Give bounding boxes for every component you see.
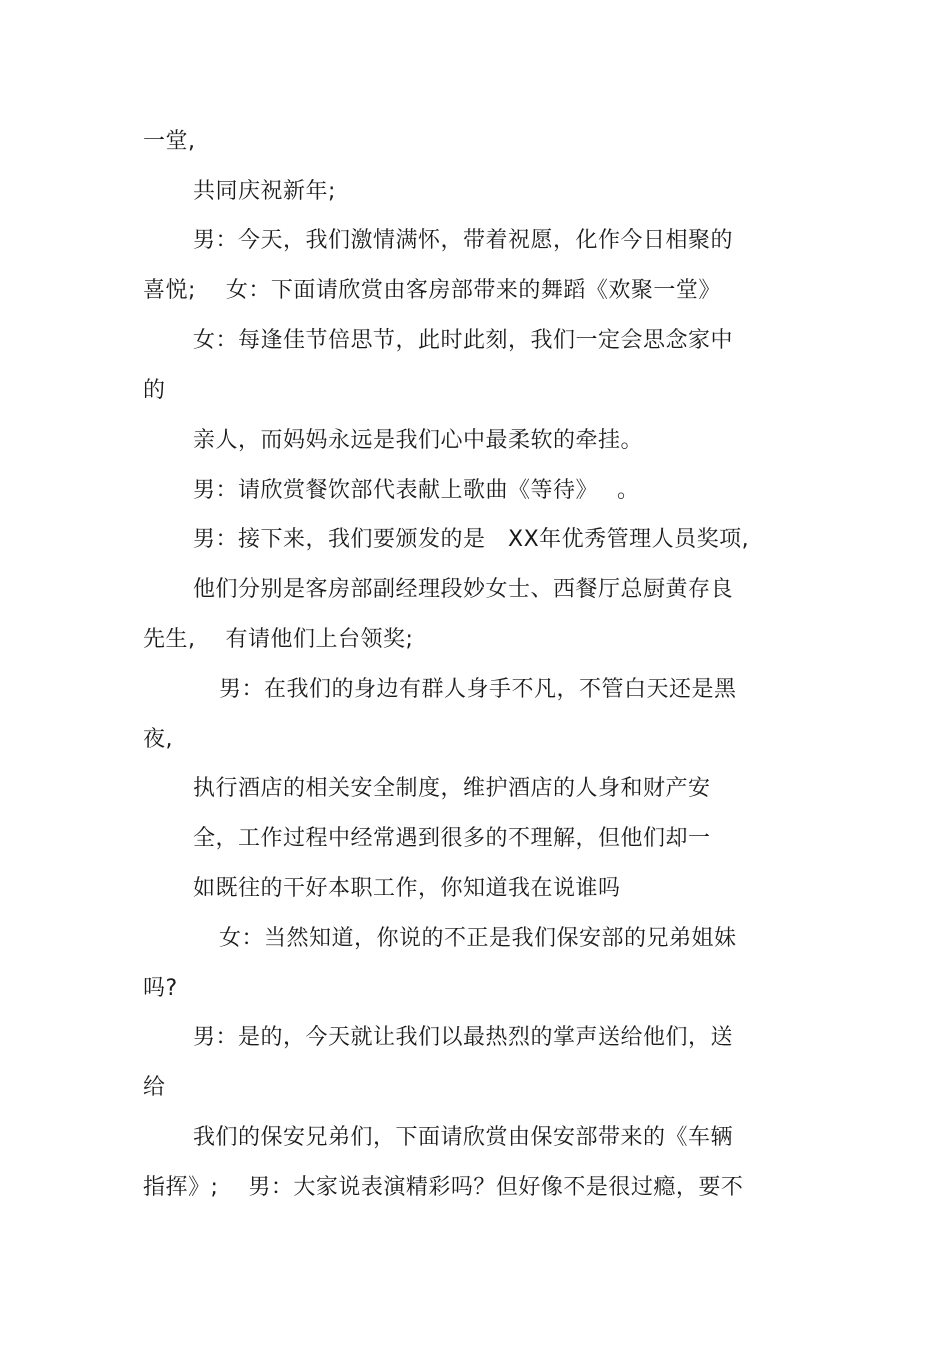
- text-line: 他们分别是客房部副经理段妙女士、西餐厅总厨黄存良: [193, 577, 734, 602]
- text-line: 女：当然知道，你说的不正是我们保安部的兄弟姐妹: [219, 926, 737, 951]
- text-line: 给: [143, 1075, 166, 1100]
- text-line: 男：是的，今天就让我们以最热烈的掌声送给他们，送: [193, 1025, 734, 1050]
- text-line: 的: [143, 378, 166, 403]
- text-line: 女：每逢佳节倍思节，此时此刻，我们一定会思念家中: [193, 328, 734, 353]
- text-line: 男：请欣赏餐饮部代表献上歌曲《等待》 。: [193, 478, 640, 503]
- text-line: 先生, 有请他们上台领奖;: [143, 627, 414, 652]
- text-line: 一堂,: [143, 129, 196, 154]
- text-line: 夜,: [143, 727, 173, 752]
- text-line: 喜悦; 女：下面请欣赏由客房部带来的舞蹈《欢聚一堂》: [143, 278, 721, 303]
- text-line: 男：接下来，我们要颁发的是 XX年优秀管理人员奖项,: [193, 527, 750, 552]
- text-line: 吗?: [143, 976, 178, 1001]
- text-line: 共同庆祝新年;: [193, 179, 336, 204]
- text-line: 男：今天，我们激情满怀，带着祝愿，化作今日相聚的: [193, 228, 734, 253]
- text-line: 执行酒店的相关安全制度，维护酒店的人身和财产安: [193, 776, 711, 801]
- text-line: 如既往的干好本职工作，你知道我在说谁吗: [193, 876, 621, 901]
- text-line: 全，工作过程中经常遇到很多的不理解，但他们却一: [193, 826, 711, 851]
- text-line: 我们的保安兄弟们，下面请欣赏由保安部带来的《车辆: [193, 1125, 734, 1150]
- text-line: 亲人，而妈妈永远是我们心中最柔软的牵挂。: [193, 428, 644, 453]
- text-line: 男：在我们的身边有群人身手不凡，不管白天还是黑: [219, 677, 737, 702]
- text-line: 指挥》; 男：大家说表演精彩吗？但好像不是很过瘾，要不: [143, 1175, 744, 1200]
